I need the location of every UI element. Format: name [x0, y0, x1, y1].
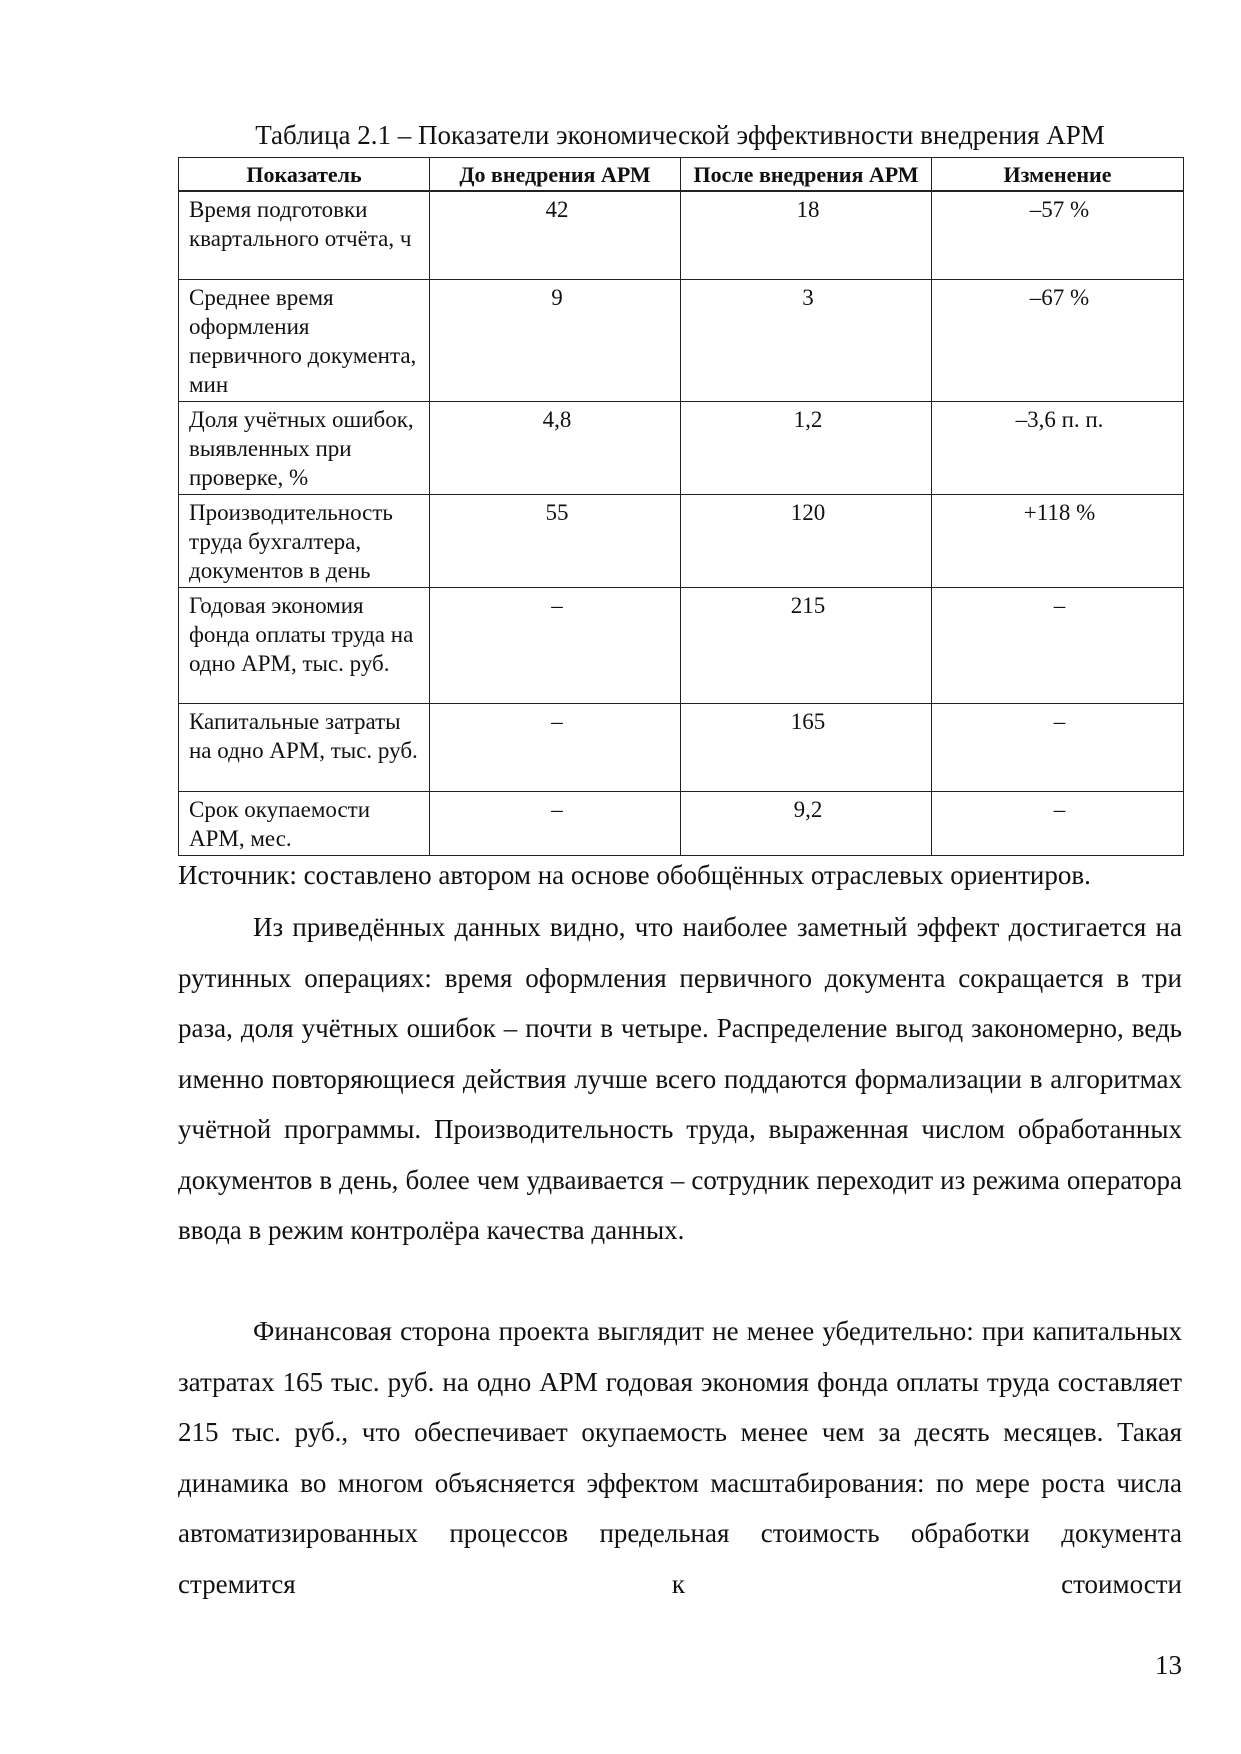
row-after-value: 215	[681, 587, 932, 703]
row-before-value: 55	[430, 494, 681, 587]
row-indicator: Доля учётных ошибок, выявленных при проверке, %	[179, 401, 430, 494]
row-after-value: 165	[681, 703, 932, 791]
row-change-value: +118 %	[932, 494, 1184, 587]
row-change-value: –	[932, 791, 1184, 855]
row-indicator: Капитальные затраты на одно АРМ, тыс. руб.	[179, 703, 430, 791]
row-after-value: 120	[681, 494, 932, 587]
page-number: 13	[1155, 1650, 1182, 1680]
row-before-value: 42	[430, 191, 681, 279]
row-change-value: –3,6 п. п.	[932, 401, 1184, 494]
column-header-indicator: Показатель	[179, 158, 430, 192]
row-change-value: –67 %	[932, 279, 1184, 401]
table-caption: Таблица 2.1 – Показатели экономической эффективности внедрения АРМ	[255, 120, 1105, 150]
row-before-value: –	[430, 791, 681, 855]
row-change-value: –	[932, 587, 1184, 703]
table-row	[179, 587, 1184, 703]
column-header-change: Изменение	[932, 158, 1184, 192]
body-paragraph	[178, 1306, 1182, 1609]
row-indicator: Годовая экономия фонда оплаты труда на одно АРМ, тыс. руб.	[179, 587, 430, 703]
row-before-value: –	[430, 703, 681, 791]
table-row	[179, 791, 1184, 855]
row-indicator: Среднее время оформления первичного документа, мин	[179, 279, 430, 401]
row-before-value: 9	[430, 279, 681, 401]
table-row	[179, 494, 1184, 587]
body-paragraph	[178, 902, 1182, 1256]
row-after-value: 1,2	[681, 401, 932, 494]
table-header-row	[179, 158, 1184, 192]
table-row	[179, 191, 1184, 279]
table-row	[179, 401, 1184, 494]
table-source-note: Источник: составлено автором на основе обобщённых отраслевых ориентиров.	[178, 860, 1091, 890]
table-row	[179, 703, 1184, 791]
row-before-value: 4,8	[430, 401, 681, 494]
row-change-value: –57 %	[932, 191, 1184, 279]
row-before-value: –	[430, 587, 681, 703]
row-after-value: 18	[681, 191, 932, 279]
row-indicator: Срок окупаемости АРМ, мес.	[179, 791, 430, 855]
row-after-value: 9,2	[681, 791, 932, 855]
row-indicator: Время подготовки квартального отчёта, ч	[179, 191, 430, 279]
row-change-value: –	[932, 703, 1184, 791]
column-header-after: После внедрения АРМ	[681, 158, 932, 192]
efficiency-table	[178, 157, 1184, 856]
paragraph-text: Финансовая сторона проекта выглядит не менее убедительно: при капитальных затратах 165 тыс. руб. на одно АРМ годовая экономия фонда оплаты труда составляет 215 тыс. руб., что обеспечивает окупаемость менее чем за десять месяцев. Такая динамика во многом объясняется эффектом масштабирования: по мере роста числа автоматизированных процессов предельная стоимость обработки документа стремится к стоимости	[178, 1316, 1182, 1599]
row-indicator: Производительность труда бухгалтера, документов в день	[179, 494, 430, 587]
row-after-value: 3	[681, 279, 932, 401]
paragraph-text: Из приведённых данных видно, что наиболее заметный эффект достигается на рутинных операциях: время оформления первичного документа сокращается в три раза, доля учётных ошибок – почти в четыре. Распределение выгод закономерно, ведь именно повторяющиеся действия лучше всего поддаются формализации в алгоритмах учётной программы. Производительность труда, выраженная числом обработанных документов в день, более чем удваивается – сотрудник переходит из режима оператора ввода в режим контролёра качества данных.	[178, 912, 1182, 1245]
table-row	[179, 279, 1184, 401]
column-header-before: До внедрения АРМ	[430, 158, 681, 192]
